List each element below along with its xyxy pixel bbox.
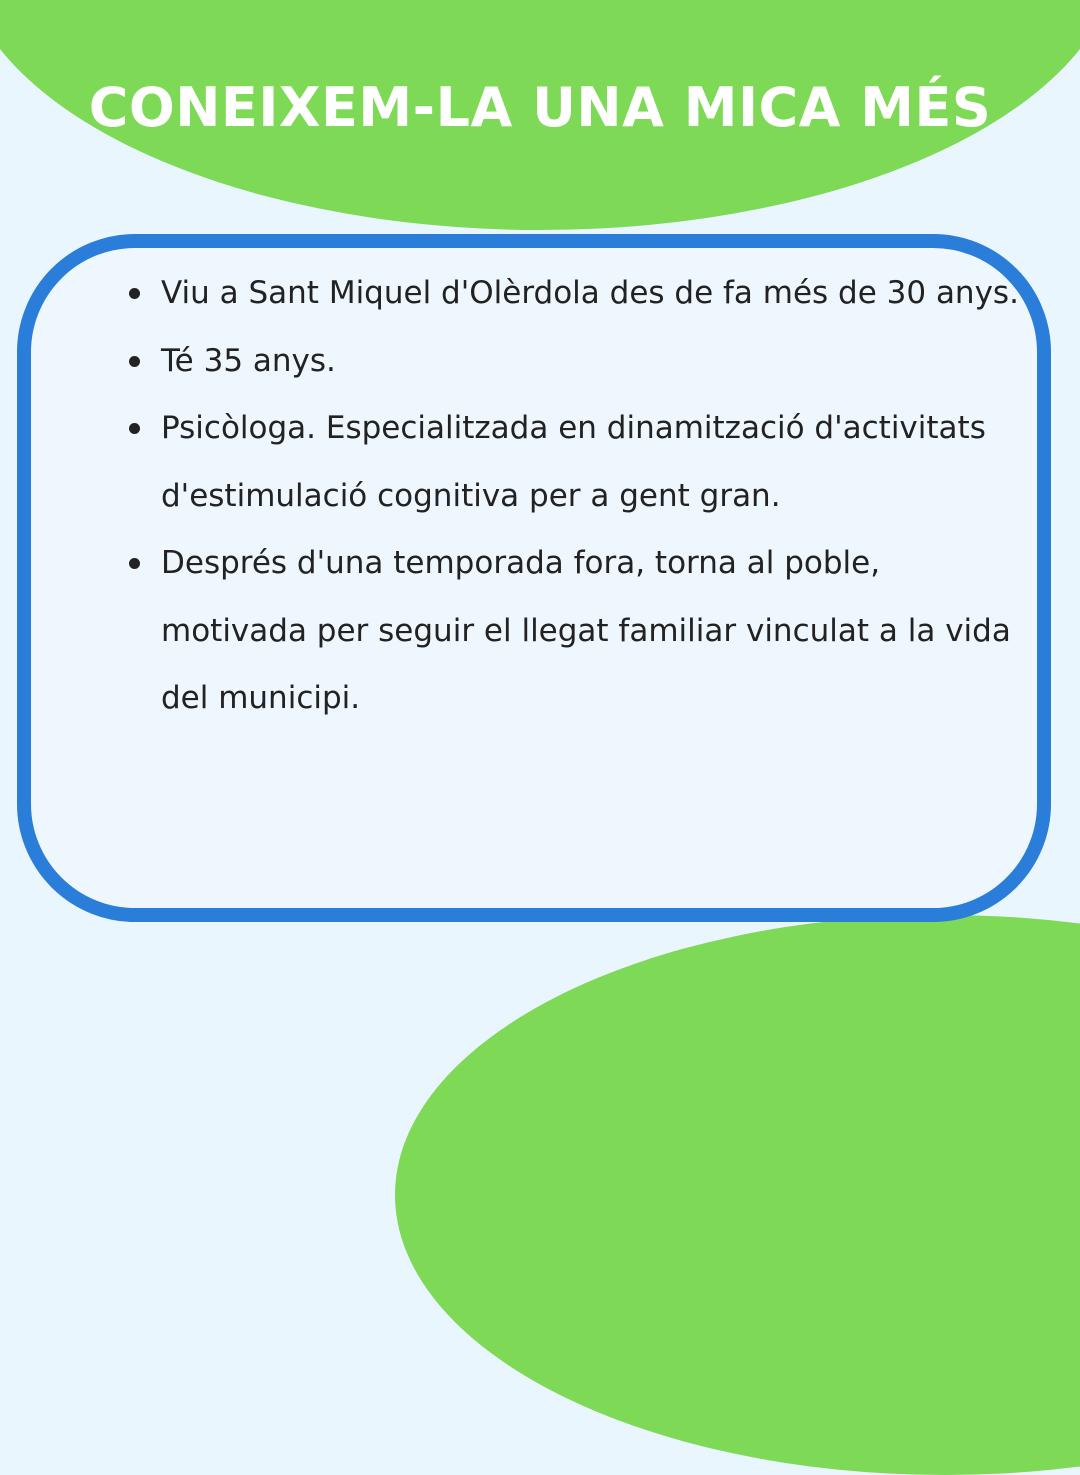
- list-item: [129, 530, 1029, 733]
- bottom-green-blob: [395, 915, 1080, 1475]
- list-item: [129, 395, 1029, 530]
- list-item-text: Psicòloga. Especialitzada en dinamització d'activitats d'estimulació cognitiva per a gent gran.: [161, 410, 986, 514]
- bullet-list: [129, 260, 1029, 733]
- bullet-icon: [129, 423, 140, 434]
- list-item-text: Viu a Sant Miquel d'Olèrdola des de fa més de 30 anys.: [161, 275, 1019, 311]
- list-item: [129, 260, 1029, 328]
- list-item: [129, 328, 1029, 396]
- page-title: CONEIXEM-LA UNA MICA MÉS: [88, 76, 992, 139]
- bullet-icon: [129, 356, 140, 367]
- bullet-icon: [129, 288, 140, 299]
- list-item-text: Té 35 anys.: [161, 342, 336, 379]
- list-item-text: Després d'una temporada fora, torna al poble, motivada per seguir el llegat familiar vinculat a la vida del municipi.: [161, 545, 1011, 716]
- bullet-icon: [129, 558, 140, 569]
